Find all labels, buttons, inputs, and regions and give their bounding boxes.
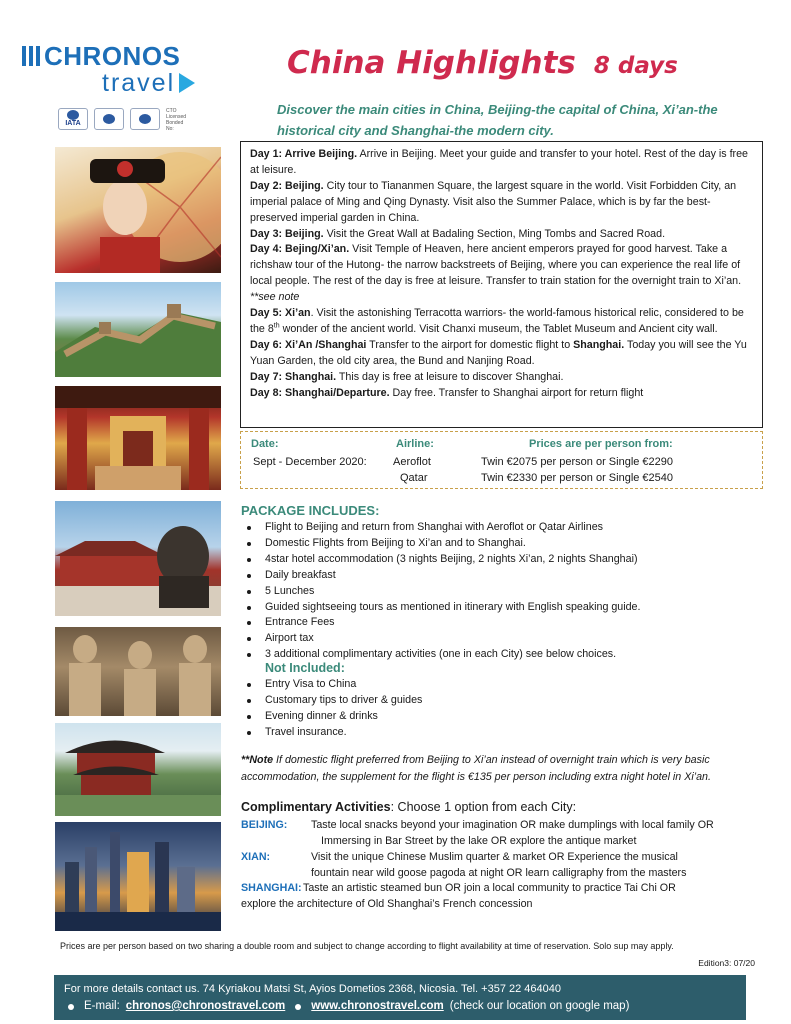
- list-item: Travel insurance.: [247, 725, 767, 741]
- itinerary-box: [240, 141, 763, 428]
- itinerary-day-2: Day 2: Beijing. City tour to Tiananmen Square, the largest square in the world. Visit Forbidden City, an imperial palace of Ming and Qing Dynasty. Visit also the Summer Palace, which is by far the best-preserved imperial garden in China.: [250, 179, 737, 224]
- price-header: Prices are per person from:: [529, 438, 673, 450]
- price-aeroflot: Twin €2075 per person or Single €2290: [481, 456, 674, 468]
- iata-badge: IATA: [58, 108, 88, 130]
- photo-lion-statue: [55, 501, 221, 616]
- airline-header: Airline:: [396, 438, 434, 450]
- city-label: XIAN:: [241, 851, 271, 863]
- photo-forbidden-city-gate: [55, 386, 221, 490]
- page-subtitle: Discover the main cities in China, Beijing-the capital of China, Xi’an-the historical city and Shanghai-the modern city.: [277, 102, 718, 138]
- travel-dates: Sept - December 2020:: [253, 456, 367, 468]
- title-text: China Highlights: [287, 45, 576, 81]
- activity-line: Taste an artistic steamed bun OR join a local community to practice Tai Chi OR: [303, 882, 676, 894]
- list-item: 3 additional complimentary activities (one in each City) see below choices.: [247, 647, 767, 663]
- photo-great-wall: [55, 282, 221, 377]
- activity-beijing: [241, 818, 766, 850]
- contact-footer: [54, 975, 746, 1020]
- list-item: 5 Lunches: [247, 584, 767, 600]
- acta-badge: [130, 108, 160, 130]
- acta-seal-icon: [139, 114, 151, 124]
- photo-chinese-woman: [55, 147, 221, 273]
- activity-line: fountain near wild goose pagoda at night OR learn calligraphy from the masters: [311, 867, 687, 879]
- list-item: Guided sightseeing tours as mentioned in itinerary with English speaking guide.: [247, 600, 767, 616]
- logo-bars-icon: [22, 46, 40, 66]
- itinerary-day-7: Day 7: Shanghai. This day is free at leisure to discover Shanghai.: [250, 370, 564, 383]
- flight-note: **Note If domestic flight preferred from Beijing to Xi’an instead of overnight train which is very basic accommodation, the supplement for the flight is €135 per person including extra night hotel in Xi’an.: [241, 754, 711, 783]
- not-included-title: Not Included:: [265, 661, 345, 675]
- bullet-icon: [68, 1004, 74, 1010]
- city-label: BEIJING:: [241, 819, 288, 831]
- photo-terracotta-warriors: [55, 627, 221, 716]
- cto-license-text: CTO Licensed Bonded No:: [166, 108, 187, 132]
- itinerary-day-8: Day 8: Shanghai/Departure. Day free. Transfer to Shanghai airport for return flight: [250, 386, 644, 399]
- list-item: Entry Visa to China: [247, 677, 767, 693]
- contact-address: For more details contact us. 74 Kyriakou Matsi St, Ayios Dometios 2368, Nicosia. Tel. +357 22 464040: [64, 983, 561, 995]
- includes-list: [247, 520, 767, 663]
- photo-shanghai-skyline: [55, 822, 221, 931]
- list-item: Customary tips to driver & guides: [247, 693, 767, 709]
- map-link[interactable]: (check our location on google map): [449, 1000, 630, 1012]
- price-qatar: Twin €2330 per person or Single €2540: [481, 472, 674, 484]
- bullet-icon: [295, 1004, 301, 1010]
- itinerary-day-1: Day 1: Arrive Beijing. Arrive in Beijing. Meet your guide and transfer to your hotel. Rest of the day is free at leisure.: [250, 148, 749, 176]
- play-arrow-icon: [179, 73, 195, 93]
- activity-shanghai: [241, 881, 766, 913]
- activity-line: Visit the unique Chinese Muslim quarter & market OR Experience the musical: [311, 851, 678, 863]
- airline-aeroflot: Aeroflot: [393, 456, 431, 468]
- logo-name: CHRONOS: [44, 41, 181, 71]
- page-title: [287, 44, 678, 85]
- list-item: Evening dinner & drinks: [247, 709, 767, 725]
- list-item: Daily breakfast: [247, 568, 767, 584]
- itinerary-day-6: Day 6: Xi’An /Shanghai Transfer to the airport for domestic flight to Shanghai. Today you will see the Yu Yuan Garden, the old city area, the Bund and Nanjing Road.: [250, 338, 747, 367]
- itinerary-day-5: Day 5: Xi’an. Visit the astonishing Terracotta warriors- the world-famous historical relic, considered to be the 8th wonder of the ancient world. Visit Chanxi museum, the Tablet Museum and Ancient city wall.: [250, 307, 744, 335]
- list-item: Airport tax: [247, 631, 767, 647]
- accreditation-badges: [58, 108, 192, 132]
- complimentary-title: Complimentary Activities: Choose 1 option from each City:: [241, 800, 577, 814]
- cyprus-tourism-badge: [94, 108, 124, 130]
- list-item: Flight to Beijing and return from Shanghai with Aeroflot or Qatar Airlines: [247, 520, 767, 536]
- email-label: E-mail:: [84, 1000, 120, 1012]
- title-duration: 8 days: [593, 53, 678, 79]
- date-header: Date:: [251, 438, 279, 450]
- city-label: SHANGHAI:: [241, 882, 302, 894]
- activity-line: Taste local snacks beyond your imagination OR make dumplings with local family OR: [311, 819, 714, 831]
- pricing-footnote: Prices are per person based on two sharing a double room and subject to change according to flight availability at time of reservation. Solo sup may apply.: [60, 941, 674, 951]
- airline-qatar: Qatar: [400, 472, 428, 484]
- itinerary-day-3: Day 3: Beijing. Visit the Great Wall at Badaling Section, Ming Tombs and Sacred Road.: [250, 227, 666, 240]
- price-table: [240, 431, 763, 489]
- website-link[interactable]: www.chronostravel.com: [311, 1000, 444, 1012]
- package-includes-title: PACKAGE INCLUDES:: [241, 503, 380, 518]
- activity-xian: [241, 850, 766, 882]
- activity-line: Immersing in Bar Street by the lake OR explore the antique market: [321, 835, 637, 847]
- logo-tagline: travel: [102, 69, 176, 97]
- email-link[interactable]: chronos@chronostravel.com: [125, 1000, 286, 1012]
- excludes-list: [247, 677, 767, 741]
- tourism-seal-icon: [103, 114, 115, 124]
- activity-line: explore the architecture of Old Shanghai’s French concession: [241, 898, 533, 910]
- list-item: Entrance Fees: [247, 615, 767, 631]
- iata-globe-icon: [67, 110, 79, 120]
- itinerary-day-4: Day 4: Bejing/Xi’an. Visit Temple of Heaven, here ancient emperors prayed for good harvest. Take a richshaw tour of the Hutong- the narrow backstreets of Beijing, where you can experience the real life of local people. The rest of the day is free at leisure. Transfer to train station for the overnight train to Xi’an. **see note: [250, 243, 742, 304]
- edition-label: Edition3: 07/20: [698, 958, 755, 968]
- photo-yu-yuan-garden: [55, 723, 221, 816]
- list-item: Domestic Flights from Beijing to Xi’an and to Shanghai.: [247, 536, 767, 552]
- list-item: 4star hotel accommodation (3 nights Beijing, 2 nights Xi’an, 2 nights Shanghai): [247, 552, 767, 568]
